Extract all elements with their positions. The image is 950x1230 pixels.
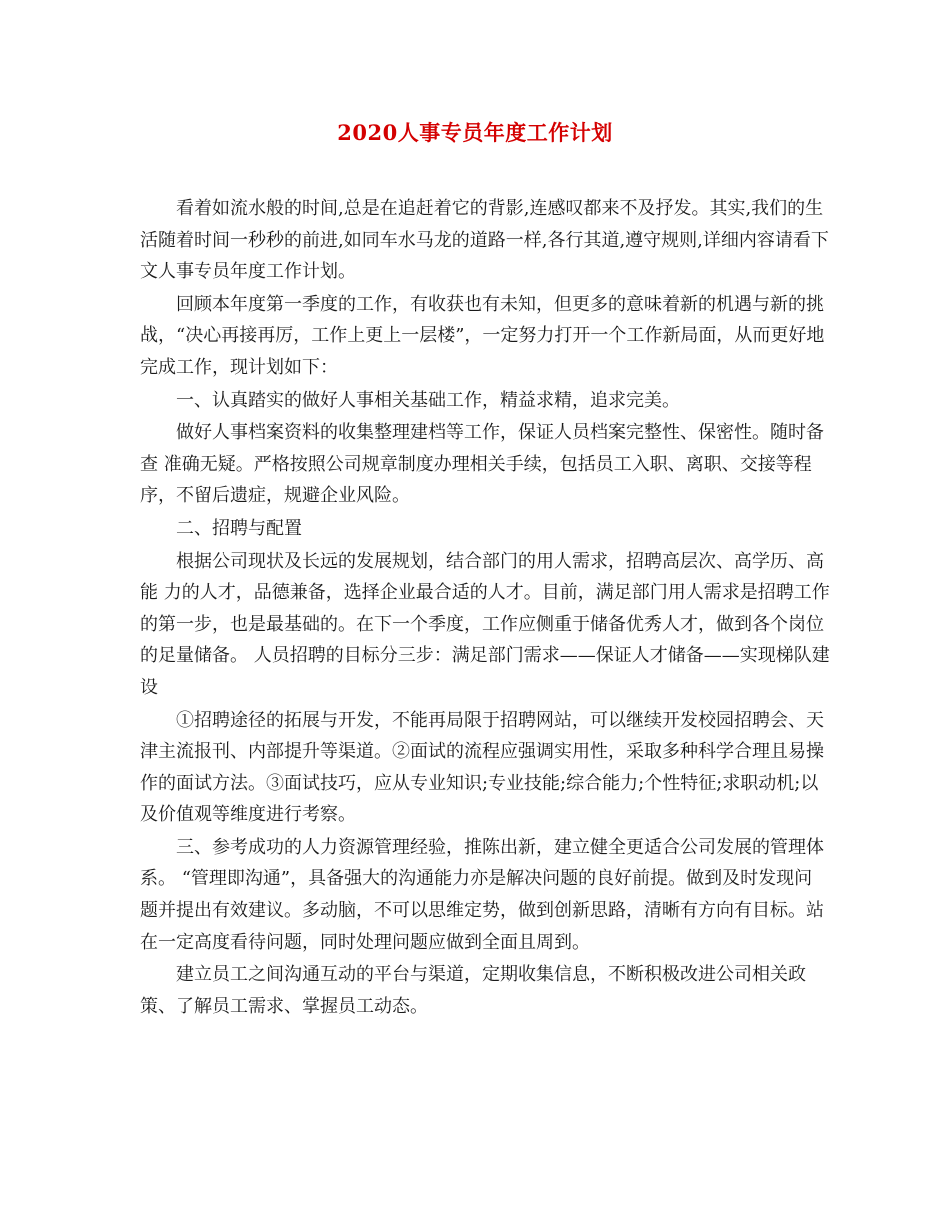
paragraph-recruitment-methods: ①招聘途径的拓展与开发，不能再局限于招聘网站，可以继续开发校园招聘会、天津主流报刊、内部提升等渠道。②面试的流程应强调实用性，采取多种科学合理且易操作的面试方法。③面试技巧，应从专业知识;专业技能;综合能力;个性特征;求职动机;以及价值观等维度进行考察。 bbox=[140, 709, 824, 826]
paragraph-communication-platform: 建立员工之间沟通互动的平台与渠道，定期收集信息，不断积极改进公司相关政策、了解员工需求、掌握员工动态。 bbox=[140, 964, 806, 1017]
section-heading-recruitment: 二、招聘与配置 bbox=[176, 517, 302, 539]
paragraph-review: 回顾本年度第一季度的工作，有收获也有未知，但更多的意味着新的机遇与新的挑战，“决心再接再厉，工作上更上一层楼”，一定努力打开一个工作新局面，从而更好地完成工作，现计划如下： bbox=[140, 293, 825, 378]
document-body bbox=[140, 193, 830, 1023]
section-heading-basic-work: 一、认真踏实的做好人事相关基础工作，精益求精，追求完美。 bbox=[176, 389, 680, 411]
paragraph-archives: 做好人事档案资料的收集整理建档等工作，保证人员档案完整性、保密性。随时备查 准确无疑。严格按照公司规章制度办理相关手续，包括员工入职、离职、交接等程序，不留后遗症，规避企业风险。 bbox=[140, 422, 824, 507]
paragraph-recruitment-plan: 根据公司现状及长远的发展规划，结合部门的用人需求，招聘高层次、高学历、高能 力的人才，品德兼备，选择企业最合适的人才。目前，满足部门用人需求是招聘工作的第一步，也是最基础的。在下一个季度，工作应侧重于储备优秀人才，做到各个岗位的足量储备。 人员招聘的目标分三步：满足部门需求——保证人才储备——实现梯队建设 bbox=[140, 550, 830, 698]
document-title: 2020人事专员年度工作计划 bbox=[337, 120, 613, 145]
paragraph-intro: 看着如流水般的时间,总是在追赶着它的背影,连感叹都来不及抒发。其实,我们的生活随着时间一秒秒的前进,如同车水马龙的道路一样,各行其道,遵守规则,详细内容请看下文人事专员年度工作计划。 bbox=[140, 198, 829, 283]
paragraph-management-system: 三、参考成功的人力资源管理经验，推陈出新，建立健全更适合公司发展的管理体系。 “管理即沟通”，具备强大的沟通能力亦是解决问题的良好前提。做到及时发现问题并提出有效建议。多动脑，不可以思维定势，做到创新思路，清晰有方向有目标。站在一定高度看待问题，同时处理问题应做到全面且周到。 bbox=[140, 836, 824, 953]
